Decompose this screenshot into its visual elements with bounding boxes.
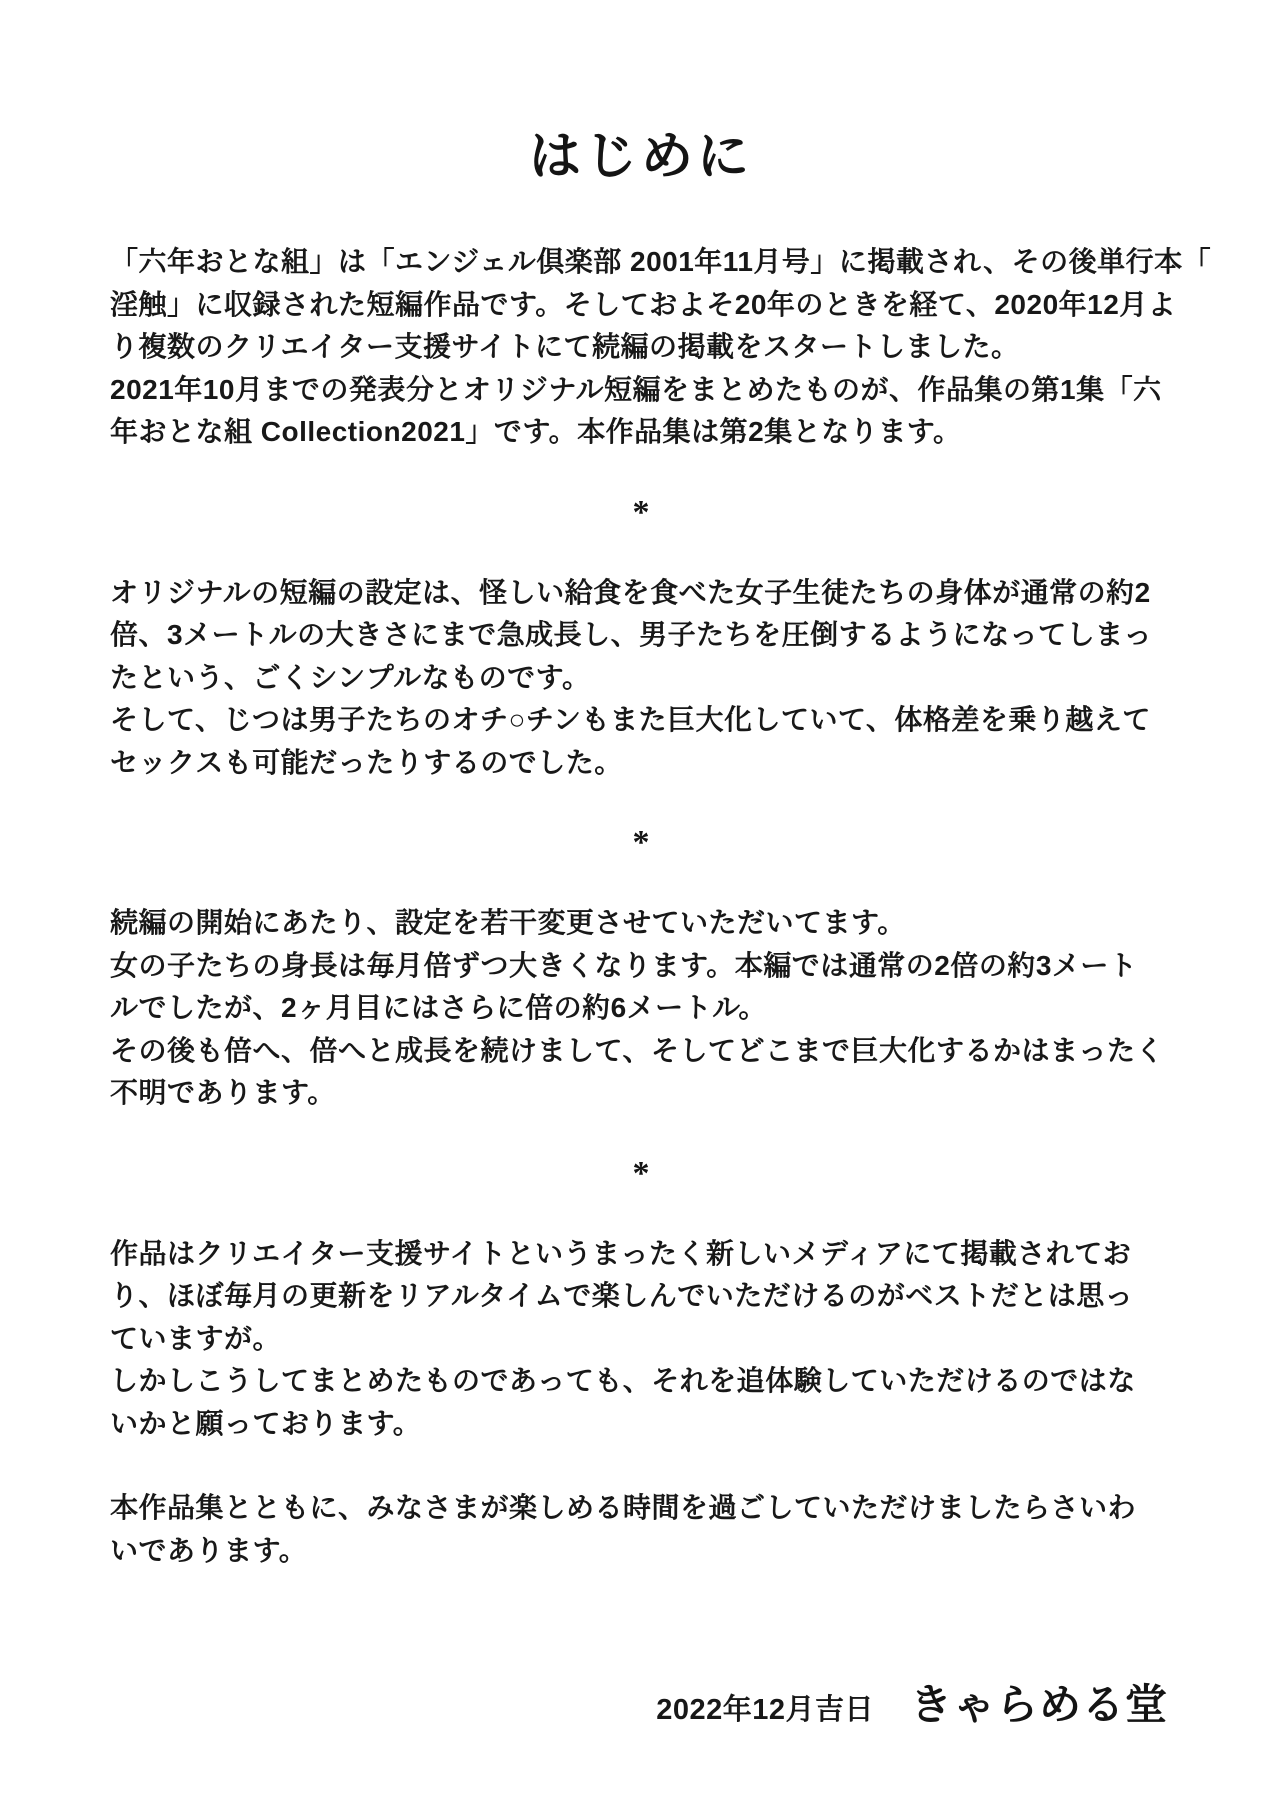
paragraph-3 — [110, 902, 1172, 1115]
text-line: いであります。 — [110, 1534, 308, 1566]
text-line: 2021年10月までの発表分とオリジナル短編をまとめたものが、作品集の第1集「六 — [110, 373, 1162, 405]
signature-line — [110, 1672, 1172, 1732]
paragraph-5 — [110, 1487, 1172, 1572]
text-line: ルでしたが、2ヶ月目にはさらに倍の約6メートル。 — [110, 992, 767, 1023]
asterisk-separator: * — [632, 824, 650, 861]
text-line: いかと願っております。 — [110, 1407, 422, 1439]
signature-name: きゃらめる堂 — [909, 1683, 1168, 1729]
text-line: 倍、3メートルの大きさにまで急成長し、男子たちを圧倒するようになってしまっ — [110, 619, 1153, 650]
text-line: 作品はクリエイター支援サイトというまったく新しいメディアにて掲載されてお — [110, 1237, 1132, 1269]
text-line: その後も倍へ、倍へと成長を続けまして、そしてどこまで巨大化するかはまったく — [110, 1034, 1164, 1066]
text-line: 年おとな組 Collection2021」です。本作品集は第2集となります。 — [110, 416, 962, 447]
paragraph-1 — [110, 241, 1212, 454]
text-line: 女の子たちの身長は毎月倍ずつ大きくなります。本編では通常の2倍の約3メート — [110, 949, 1138, 981]
text-line: 本作品集とともに、みなさまが楽しめる時間を過ごしていただけましたらさいわ — [110, 1492, 1137, 1523]
text-line: 「六年おとな組」は「エンジェル倶楽部 2001年11月号」に掲載され、その後単行本「 — [110, 246, 1212, 277]
paragraph-2 — [110, 572, 1172, 785]
asterisk-separator: * — [632, 493, 650, 531]
text-line: り複数のクリエイター支援サイトにて続編の掲載をスタートしました。 — [110, 331, 1020, 362]
signature-date: 2022年12月吉日 — [656, 1694, 874, 1726]
text-line: ていますが。 — [110, 1322, 282, 1354]
page-title: はじめに — [528, 129, 753, 186]
paragraph-4 — [110, 1233, 1172, 1446]
text-line: セックスも可能だったりするのでした。 — [110, 746, 623, 778]
text-line: 淫触」に収録された短編作品です。そしておよそ20年のときを経て、2020年12月よ — [110, 288, 1177, 320]
text-line: 続編の開始にあたり、設定を若干変更させていただいてます。 — [110, 907, 906, 938]
text-line: 不明であります。 — [110, 1077, 336, 1108]
text-line: たという、ごくシンプルなものです。 — [110, 661, 591, 693]
asterisk-separator: * — [632, 1154, 650, 1192]
text-line: り、ほぼ毎月の更新をリアルタイムで楽しんでいただけるのがベストだとは思っ — [110, 1280, 1134, 1311]
text-line: オリジナルの短編の設定は、怪しい給食を食べた女子生徒たちの身体が通常の約2 — [110, 576, 1151, 608]
text-line: そして、じつは男子たちのオチ○チンもまた巨大化していて、体格差を乗り越えて — [110, 704, 1151, 735]
text-line: しかしこうしてまとめたものであっても、それを追体験していただけるのではな — [110, 1365, 1136, 1396]
